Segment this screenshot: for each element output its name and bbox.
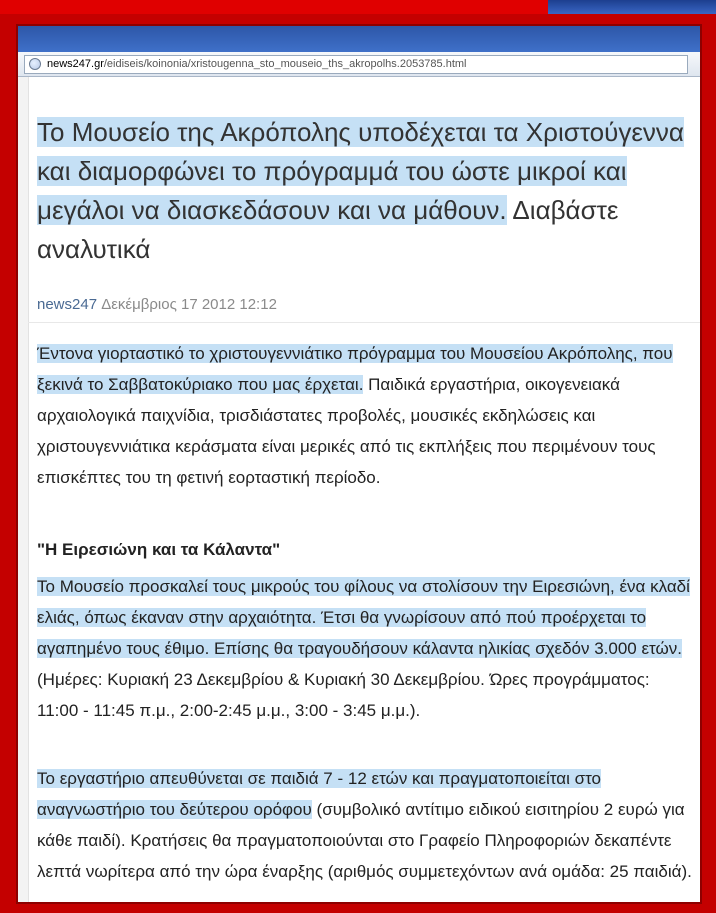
window-titlebar: [18, 26, 700, 52]
browser-window: [18, 26, 700, 902]
byline-divider: [28, 322, 700, 323]
byline-date: Δεκέμβριος 17 2012 12:12: [97, 296, 277, 313]
globe-icon: [29, 58, 41, 70]
url-host: news247.gr: [47, 58, 104, 70]
page-left-gutter: [18, 77, 29, 902]
article-paragraph-1: [37, 338, 692, 493]
url-path: /eidiseis/koinonia/xristougenna_sto_mouseio_ths_akropolhs.2053785.html: [103, 58, 467, 70]
url-text[interactable]: [47, 57, 467, 71]
article-paragraph-2: [37, 571, 692, 726]
p1-rest-text[interactable]: Παιδικά εργαστήρια, οικογενειακά αρχαιολογικά παιχνίδια, τρισδιάστατες προβολές, μουσικές εκδηλώσεις και χριστουγεννιάτικα κεράσματα είναι μερικές από τις εκπλήξεις που περιμένουν τους επισκέπτες του τη φετινή εορταστική περίοδο.: [37, 375, 656, 487]
p4-selected-text[interactable]: Το εργαστήριο απευθύνεται σε παιδιά 7 - 12 ετών και πραγματοποιείται στο αναγνωστήριο του δεύτερου ορόφου: [37, 769, 602, 819]
title-selected-text[interactable]: Το Μουσείο της Ακρόπολης υποδέχεται τα Χριστούγεννα και διαμορφώνει το πρόγραμμά του ώστε μικροί και μεγάλοι να διασκεδάσουν και να μάθουν.: [37, 117, 684, 225]
p3-selected-text[interactable]: Το Μουσείο προσκαλεί τους μικρούς του φίλους να στολίσουν την Ειρεσιώνη, ένα κλαδί ελιάς, όπως έκαναν στην αρχαιότητα. Έτσι θα γνωρίσουν από πού προέρχεται το αγαπημένο τους έθιμο. Επίσης θα τραγουδήσουν κάλαντα ηλικίας σχεδόν 3.000 ετών.: [37, 577, 690, 658]
article-paragraph-3: [37, 763, 692, 887]
frame-top-accent: [548, 0, 716, 14]
article-title: [37, 113, 697, 269]
frame-top-stripe: [0, 0, 716, 14]
page-content: [18, 77, 700, 902]
address-bar: [18, 52, 700, 77]
url-field[interactable]: [24, 55, 688, 74]
p4-rest-text[interactable]: (συμβολικό αντίτιμο ειδικού εισιτηρίου 2 ευρώ για κάθε παιδί). Κρατήσεις θα πραγματοποιούνται στο Γραφείο Πληροφοριών δεκαπέντε λεπτά νωρίτερα από την ώρα έναρξης (αριθμός συμμετεχόντων ανά ομάδα: 25 παιδιά).: [37, 800, 692, 881]
article-byline: [37, 296, 277, 313]
title-rest-text[interactable]: Διαβάστε αναλυτικά: [37, 195, 619, 264]
article-subheading: "Η Ειρεσιώνη και τα Κάλαντα": [37, 540, 281, 559]
p3-rest-text[interactable]: (Ημέρες: Κυριακή 23 Δεκεμβρίου & Κυριακή 30 Δεκεμβρίου. Ώρες προγράμματος: 11:00 - 11:45 π.μ., 2:00-2:45 μ.μ., 3:00 - 3:45 μ.μ.).: [37, 670, 650, 720]
byline-source[interactable]: news247: [37, 296, 98, 313]
p1-selected-text[interactable]: Έντονα γιορταστικό το χριστουγεννιάτικο πρόγραμμα του Μουσείου Ακρόπολης, που ξεκινά το Σαββατοκύριακο που μας έρχεται.: [37, 344, 673, 394]
